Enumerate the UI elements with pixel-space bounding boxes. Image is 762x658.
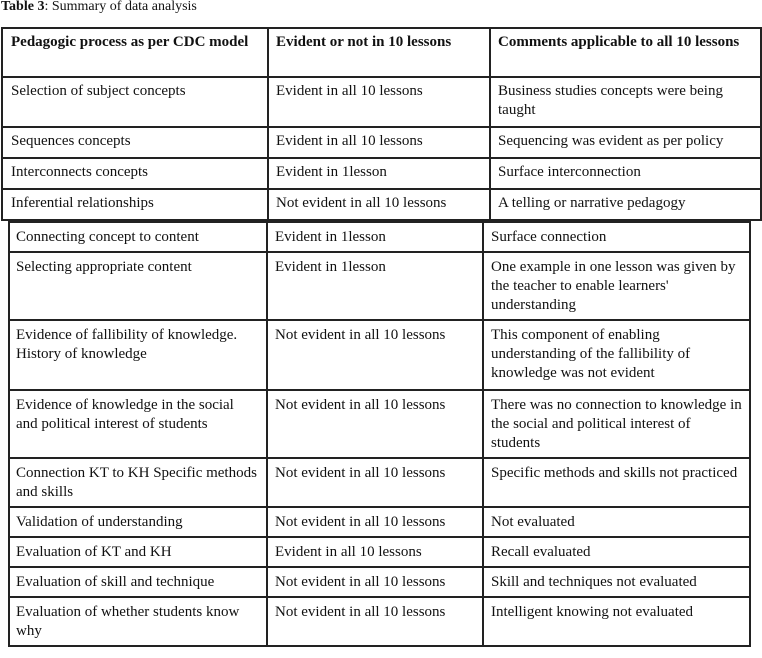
cell-process: Evaluation of KT and KH: [9, 537, 267, 567]
table-row: [9, 507, 750, 537]
cell-evident: Evident in 1lesson: [267, 222, 483, 252]
cell-process: Connecting concept to content: [9, 222, 267, 252]
cell-comment: Surface connection: [483, 222, 750, 252]
table-row: [2, 189, 761, 220]
cell-comment: A telling or narrative pedagogy: [490, 189, 761, 220]
table-caption: [1, 0, 197, 15]
cell-evident: Evident in 1lesson: [267, 252, 483, 320]
cell-evident: Not evident in all 10 lessons: [267, 567, 483, 597]
table-row: [9, 252, 750, 320]
cell-process: Inferential relationships: [2, 189, 268, 220]
table-row: [9, 320, 750, 390]
cell-comment: Intelligent knowing not evaluated: [483, 597, 750, 646]
header-pedagogic-process: Pedagogic process as per CDC model: [2, 28, 268, 77]
cell-process: Connection KT to KH Specific methods and skills: [9, 458, 267, 507]
cell-comment: One example in one lesson was given by the teacher to enable learners' understanding: [483, 252, 750, 320]
cell-comment: Business studies concepts were being taught: [490, 77, 761, 127]
cell-evident: Evident in all 10 lessons: [267, 537, 483, 567]
table-row: [2, 127, 761, 158]
cell-evident: Not evident in all 10 lessons: [268, 189, 490, 220]
header-evident: Evident or not in 10 lessons: [268, 28, 490, 77]
cell-comment: Surface interconnection: [490, 158, 761, 189]
table-row: [2, 77, 761, 127]
cell-process: Selecting appropriate content: [9, 252, 267, 320]
table-caption-label: Table 3: [1, 0, 45, 14]
cell-comment: Sequencing was evident as per policy: [490, 127, 761, 158]
cell-comment: Recall evaluated: [483, 537, 750, 567]
cell-evident: Evident in 1lesson: [268, 158, 490, 189]
cell-process: Evaluation of whether students know why: [9, 597, 267, 646]
cell-comment: Not evaluated: [483, 507, 750, 537]
cell-evident: Not evident in all 10 lessons: [267, 507, 483, 537]
table-row: [9, 458, 750, 507]
header-comments: Comments applicable to all 10 lessons: [490, 28, 761, 77]
table-caption-text: : Summary of data analysis: [44, 0, 197, 14]
table-row: [9, 222, 750, 252]
cell-evident: Not evident in all 10 lessons: [267, 458, 483, 507]
table-row: [9, 537, 750, 567]
summary-table-part-2: [8, 221, 751, 647]
table-row: [9, 567, 750, 597]
cell-evident: Evident in all 10 lessons: [268, 77, 490, 127]
summary-table-part-1: [1, 27, 762, 221]
cell-process: Sequences concepts: [2, 127, 268, 158]
cell-comment: Skill and techniques not evaluated: [483, 567, 750, 597]
table-row: [9, 390, 750, 458]
cell-evident: Evident in all 10 lessons: [268, 127, 490, 158]
cell-evident: Not evident in all 10 lessons: [267, 320, 483, 390]
cell-evident: Not evident in all 10 lessons: [267, 390, 483, 458]
table-row: [2, 158, 761, 189]
cell-evident: Not evident in all 10 lessons: [267, 597, 483, 646]
table-header-row: [2, 28, 761, 77]
cell-comment: Specific methods and skills not practiced: [483, 458, 750, 507]
cell-process: Interconnects concepts: [2, 158, 268, 189]
cell-process: Selection of subject concepts: [2, 77, 268, 127]
cell-comment: This component of enabling understanding of the fallibility of knowledge was not evident: [483, 320, 750, 390]
table-row: [9, 597, 750, 646]
cell-process: Validation of understanding: [9, 507, 267, 537]
cell-process: Evidence of knowledge in the social and political interest of students: [9, 390, 267, 458]
cell-process: Evaluation of skill and technique: [9, 567, 267, 597]
cell-process: Evidence of fallibility of knowledge. History of knowledge: [9, 320, 267, 390]
cell-comment: There was no connection to knowledge in the social and political interest of students: [483, 390, 750, 458]
